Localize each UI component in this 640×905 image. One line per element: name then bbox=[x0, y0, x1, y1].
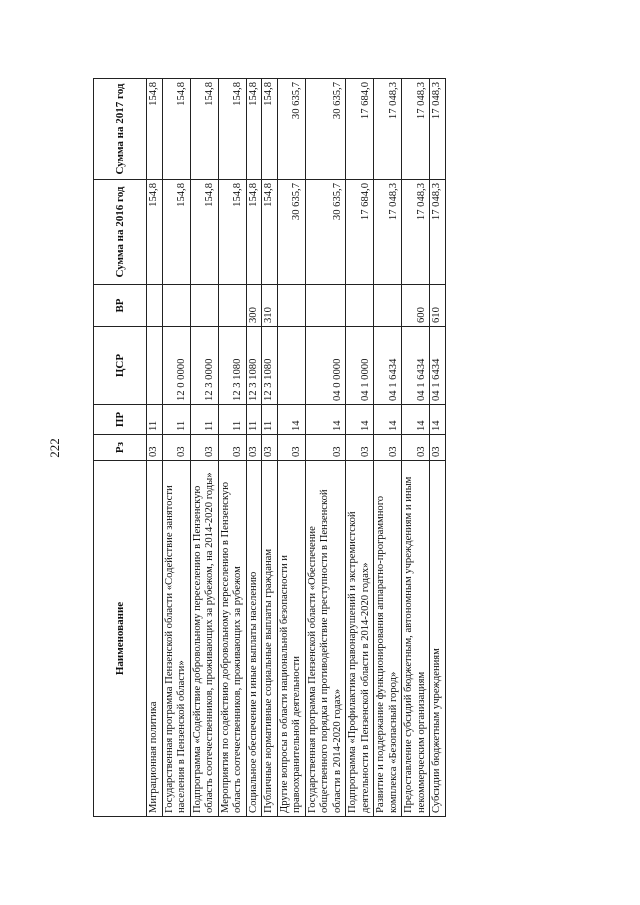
table-row bbox=[262, 79, 278, 817]
page-number: 222 bbox=[47, 438, 62, 458]
cell-rz: 03 bbox=[246, 435, 262, 461]
cell-pr: 14 bbox=[305, 405, 346, 435]
cell-sum-2016: 154,8 bbox=[147, 180, 163, 285]
cell-vr bbox=[147, 285, 163, 327]
cell-sum-2016: 154,8 bbox=[162, 180, 190, 285]
cell-pr: 11 bbox=[246, 405, 262, 435]
cell-vr bbox=[374, 285, 402, 327]
cell-sum-2016: 154,8 bbox=[218, 180, 246, 285]
cell-rz: 03 bbox=[346, 435, 374, 461]
cell-vr bbox=[162, 285, 190, 327]
cell-csr: 04 1 6434 bbox=[402, 327, 430, 405]
cell-pr: 14 bbox=[430, 405, 446, 435]
cell-vr: 310 bbox=[262, 285, 278, 327]
table-row bbox=[162, 79, 190, 817]
cell-vr: 300 bbox=[246, 285, 262, 327]
cell-sum-2017: 17 048,3 bbox=[374, 79, 402, 180]
cell-rz: 03 bbox=[190, 435, 218, 461]
cell-rz: 03 bbox=[305, 435, 346, 461]
budget-table-rotated bbox=[93, 79, 471, 817]
header-sum-2017: Сумма на 2017 год bbox=[94, 79, 147, 180]
cell-sum-2016: 17 684,0 bbox=[346, 180, 374, 285]
cell-csr: 12 3 1080 bbox=[246, 327, 262, 405]
cell-sum-2016: 154,8 bbox=[190, 180, 218, 285]
cell-sum-2017: 30 635,7 bbox=[277, 79, 305, 180]
cell-csr: 12 3 1080 bbox=[262, 327, 278, 405]
cell-sum-2017: 154,8 bbox=[190, 79, 218, 180]
cell-csr bbox=[277, 327, 305, 405]
cell-vr bbox=[305, 285, 346, 327]
cell-vr bbox=[218, 285, 246, 327]
cell-sum-2017: 154,8 bbox=[162, 79, 190, 180]
cell-sum-2017: 154,8 bbox=[262, 79, 278, 180]
cell-name: Государственная программа Пензенской области «Содействие занятости населения в Пензенской области» bbox=[162, 461, 190, 817]
cell-pr: 11 bbox=[147, 405, 163, 435]
cell-vr bbox=[346, 285, 374, 327]
table-row bbox=[305, 79, 346, 817]
cell-csr: 04 1 6434 bbox=[374, 327, 402, 405]
cell-sum-2016: 17 048,3 bbox=[374, 180, 402, 285]
table-row bbox=[246, 79, 262, 817]
cell-rz: 03 bbox=[162, 435, 190, 461]
cell-vr: 610 bbox=[430, 285, 446, 327]
cell-rz: 03 bbox=[402, 435, 430, 461]
cell-name: Развитие и поддержание функционирования аппаратно-программного комплекса «Безопасный город» bbox=[374, 461, 402, 817]
cell-csr: 04 1 6434 bbox=[430, 327, 446, 405]
cell-vr bbox=[190, 285, 218, 327]
cell-name: Предоставление субсидий бюджетным, автономным учреждениям и иным некоммерческим организациям bbox=[402, 461, 430, 817]
cell-sum-2017: 154,8 bbox=[147, 79, 163, 180]
cell-pr: 11 bbox=[190, 405, 218, 435]
table-row bbox=[190, 79, 218, 817]
cell-rz: 03 bbox=[374, 435, 402, 461]
header-csr: ЦСР bbox=[94, 327, 147, 405]
cell-sum-2017: 17 048,3 bbox=[402, 79, 430, 180]
cell-name: Субсидии бюджетным учреждениям bbox=[430, 461, 446, 817]
cell-vr: 600 bbox=[402, 285, 430, 327]
cell-sum-2016: 154,8 bbox=[262, 180, 278, 285]
cell-sum-2016: 17 048,3 bbox=[402, 180, 430, 285]
header-sum-2016: Сумма на 2016 год bbox=[94, 180, 147, 285]
cell-rz: 03 bbox=[147, 435, 163, 461]
cell-csr: 12 3 1080 bbox=[218, 327, 246, 405]
cell-csr: 12 0 0000 bbox=[162, 327, 190, 405]
cell-pr: 14 bbox=[277, 405, 305, 435]
table-header-row bbox=[94, 79, 147, 817]
cell-sum-2017: 17 048,3 bbox=[430, 79, 446, 180]
cell-name: Подпрограмма «Содействие добровольному переселению в Пензенскую область соотечественников, проживающих за рубежом, на 2014-2020 годы» bbox=[190, 461, 218, 817]
cell-name: Социальное обеспечение и иные выплаты населению bbox=[246, 461, 262, 817]
cell-sum-2017: 30 635,7 bbox=[305, 79, 346, 180]
cell-sum-2017: 17 684,0 bbox=[346, 79, 374, 180]
cell-rz: 03 bbox=[262, 435, 278, 461]
cell-pr: 11 bbox=[218, 405, 246, 435]
table-row bbox=[346, 79, 374, 817]
cell-sum-2016: 17 048,3 bbox=[430, 180, 446, 285]
table-row bbox=[430, 79, 446, 817]
table-row bbox=[374, 79, 402, 817]
cell-name: Подпрограмма «Профилактика правонарушений и экстремистской деятельности в Пензенской области в 2014-2020 годах» bbox=[346, 461, 374, 817]
table-row bbox=[218, 79, 246, 817]
cell-name: Мероприятия по содействию добровольному переселению в Пензенскую область соотечественников, проживающих за рубежом bbox=[218, 461, 246, 817]
cell-csr bbox=[147, 327, 163, 405]
cell-name: Другие вопросы в области национальной безопасности и правоохранительной деятельности bbox=[277, 461, 305, 817]
cell-name: Миграционная политика bbox=[147, 461, 163, 817]
cell-name: Государственная программа Пензенской области «Обеспечение общественного порядка и противодействие преступности в Пензенской области в 2014-2020 годах» bbox=[305, 461, 346, 817]
cell-sum-2017: 154,8 bbox=[246, 79, 262, 180]
table-row bbox=[402, 79, 430, 817]
cell-rz: 03 bbox=[218, 435, 246, 461]
cell-pr: 11 bbox=[262, 405, 278, 435]
cell-sum-2017: 154,8 bbox=[218, 79, 246, 180]
header-rz: Рз bbox=[94, 435, 147, 461]
cell-sum-2016: 154,8 bbox=[246, 180, 262, 285]
cell-vr bbox=[277, 285, 305, 327]
table-row bbox=[277, 79, 305, 817]
cell-pr: 11 bbox=[162, 405, 190, 435]
cell-pr: 14 bbox=[402, 405, 430, 435]
cell-csr: 04 0 0000 bbox=[305, 327, 346, 405]
cell-rz: 03 bbox=[430, 435, 446, 461]
cell-rz: 03 bbox=[277, 435, 305, 461]
cell-sum-2016: 30 635,7 bbox=[277, 180, 305, 285]
cell-sum-2016: 30 635,7 bbox=[305, 180, 346, 285]
cell-csr: 12 3 0000 bbox=[190, 327, 218, 405]
cell-name: Публичные нормативные социальные выплаты гражданам bbox=[262, 461, 278, 817]
header-pr: ПР bbox=[94, 405, 147, 435]
cell-pr: 14 bbox=[374, 405, 402, 435]
table-row bbox=[147, 79, 163, 817]
header-name: Наименование bbox=[94, 461, 147, 817]
header-vr: ВР bbox=[94, 285, 147, 327]
cell-pr: 14 bbox=[346, 405, 374, 435]
cell-csr: 04 1 0000 bbox=[346, 327, 374, 405]
budget-table bbox=[93, 78, 446, 817]
